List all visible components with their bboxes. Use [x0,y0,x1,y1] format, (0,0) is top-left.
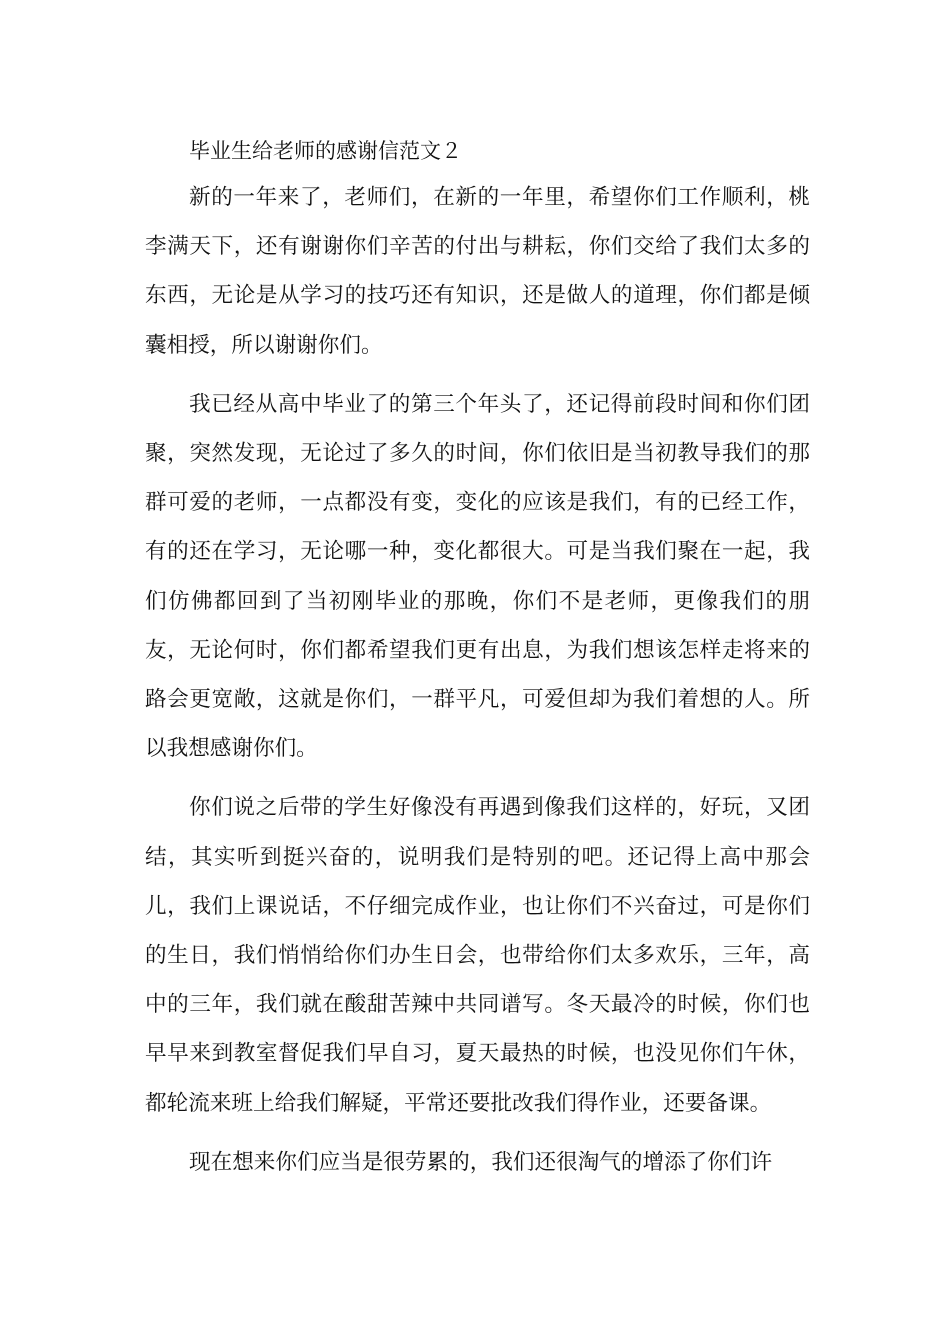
paragraph-1: 新的一年来了，老师们，在新的一年里，希望你们工作顺利，桃李满天下，还有谢谢你们辛苦的付出与耕耘，你们交给了我们太多的东西，无论是从学习的技巧还有知识，还是做人的道理，你们都是倾囊相授，所以谢谢你们。 [145,185,810,358]
paragraph-2: 我已经从高中毕业了的第三个年头了，还记得前段时间和你们团聚，突然发现，无论过了多久的时间，你们依旧是当初教导我们的那群可爱的老师，一点都没有变，变化的应该是我们，有的已经工作，有的还在学习，无论哪一种，变化都很大。可是当我们聚在一起，我们仿佛都回到了当初刚毕业的那晚，你们不是老师，更像我们的朋友，无论何时，你们都希望我们更有出息，为我们想该怎样走将来的路会更宽敞，这就是你们，一群平凡，可爱但却为我们着想的人。所以我想感谢你们。 [145,391,810,762]
document-page [145,133,810,1187]
paragraph-3: 你们说之后带的学生好像没有再遇到像我们这样的，好玩，又团结，其实听到挺兴奋的，说明我们是特别的吧。还记得上高中那会儿，我们上课说话，不仔细完成作业，也让你们不兴奋过，可是你们的生日，我们悄悄给你们办生日会，也带给你们太多欢乐，三年，高中的三年，我们就在酸甜苦辣中共同谱写。冬天最冷的时候，你们也早早来到教室督促我们早自习，夏天最热的时候，也没见你们午休，都轮流来班上给我们解疑，平常还要批改我们得作业，还要备课。 [145,795,810,1116]
document-title: 毕业生给老师的感谢信范文２ [189,139,462,163]
paragraph-4: 现在想来你们应当是很劳累的，我们还很淘气的增添了你们许 [189,1149,773,1175]
